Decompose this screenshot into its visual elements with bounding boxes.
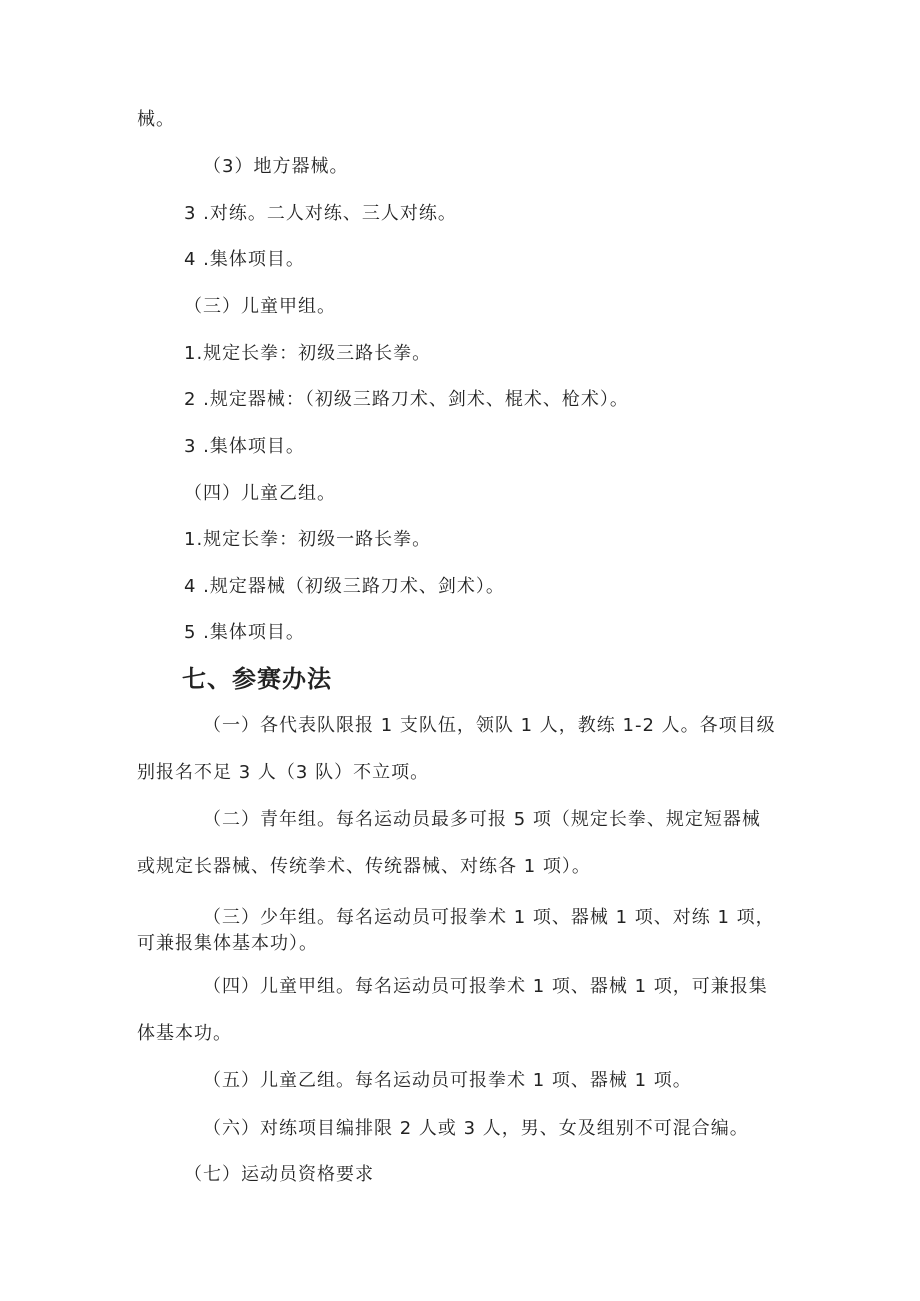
rule-line: （三）少年组。每名运动员可报拳术 1 项、器械 1 项、对练 1 项， xyxy=(203,907,775,928)
rule-line: （六）对练项目编排限 2 人或 3 人，男、女及组别不可混合编。 xyxy=(203,1118,749,1139)
rule-line: （一）各代表队限报 1 支队伍，领队 1 人，教练 1-2 人。各项目级 xyxy=(203,715,776,736)
text-line: （3）地方器械。 xyxy=(203,156,349,177)
rule-line: （七）运动员资格要求 xyxy=(184,1164,374,1185)
rule-line: （五）儿童乙组。每名运动员可报拳术 1 项、器械 1 项。 xyxy=(203,1070,692,1091)
text-line: 1.规定长拳：初级三路长拳。 xyxy=(184,343,432,364)
rule-line: （二）青年组。每名运动员最多可报 5 项（规定长拳、规定短器械 xyxy=(203,809,761,830)
rule-line: 可兼报集体基本功）。 xyxy=(137,933,318,954)
text-line: （三）儿童甲组。 xyxy=(184,296,336,317)
text-line: 2 .规定器械：（初级三路刀术、剑术、棍术、枪术）。 xyxy=(184,389,629,410)
text-line: 4 .规定器械（初级三路刀术、剑术）。 xyxy=(184,576,505,597)
section-heading: 七、参赛办法 xyxy=(182,665,332,693)
text-line: 3 .集体项目。 xyxy=(184,436,305,457)
text-line: 1.规定长拳：初级一路长拳。 xyxy=(184,529,432,550)
rule-line: 别报名不足 3 人（3 队）不立项。 xyxy=(137,762,430,783)
rule-line: 或规定长器械、传统拳术、传统器械、对练各 1 项）。 xyxy=(137,856,591,877)
text-line: 5 .集体项目。 xyxy=(184,622,305,643)
rule-line: 体基本功。 xyxy=(137,1023,232,1044)
text-line: 械。 xyxy=(137,109,175,130)
rule-line: （四）儿童甲组。每名运动员可报拳术 1 项、器械 1 项，可兼报集 xyxy=(203,976,768,997)
text-line: （四）儿童乙组。 xyxy=(184,483,336,504)
text-line: 3 .对练。二人对练、三人对练。 xyxy=(184,203,457,224)
text-line: 4 .集体项目。 xyxy=(184,249,305,270)
